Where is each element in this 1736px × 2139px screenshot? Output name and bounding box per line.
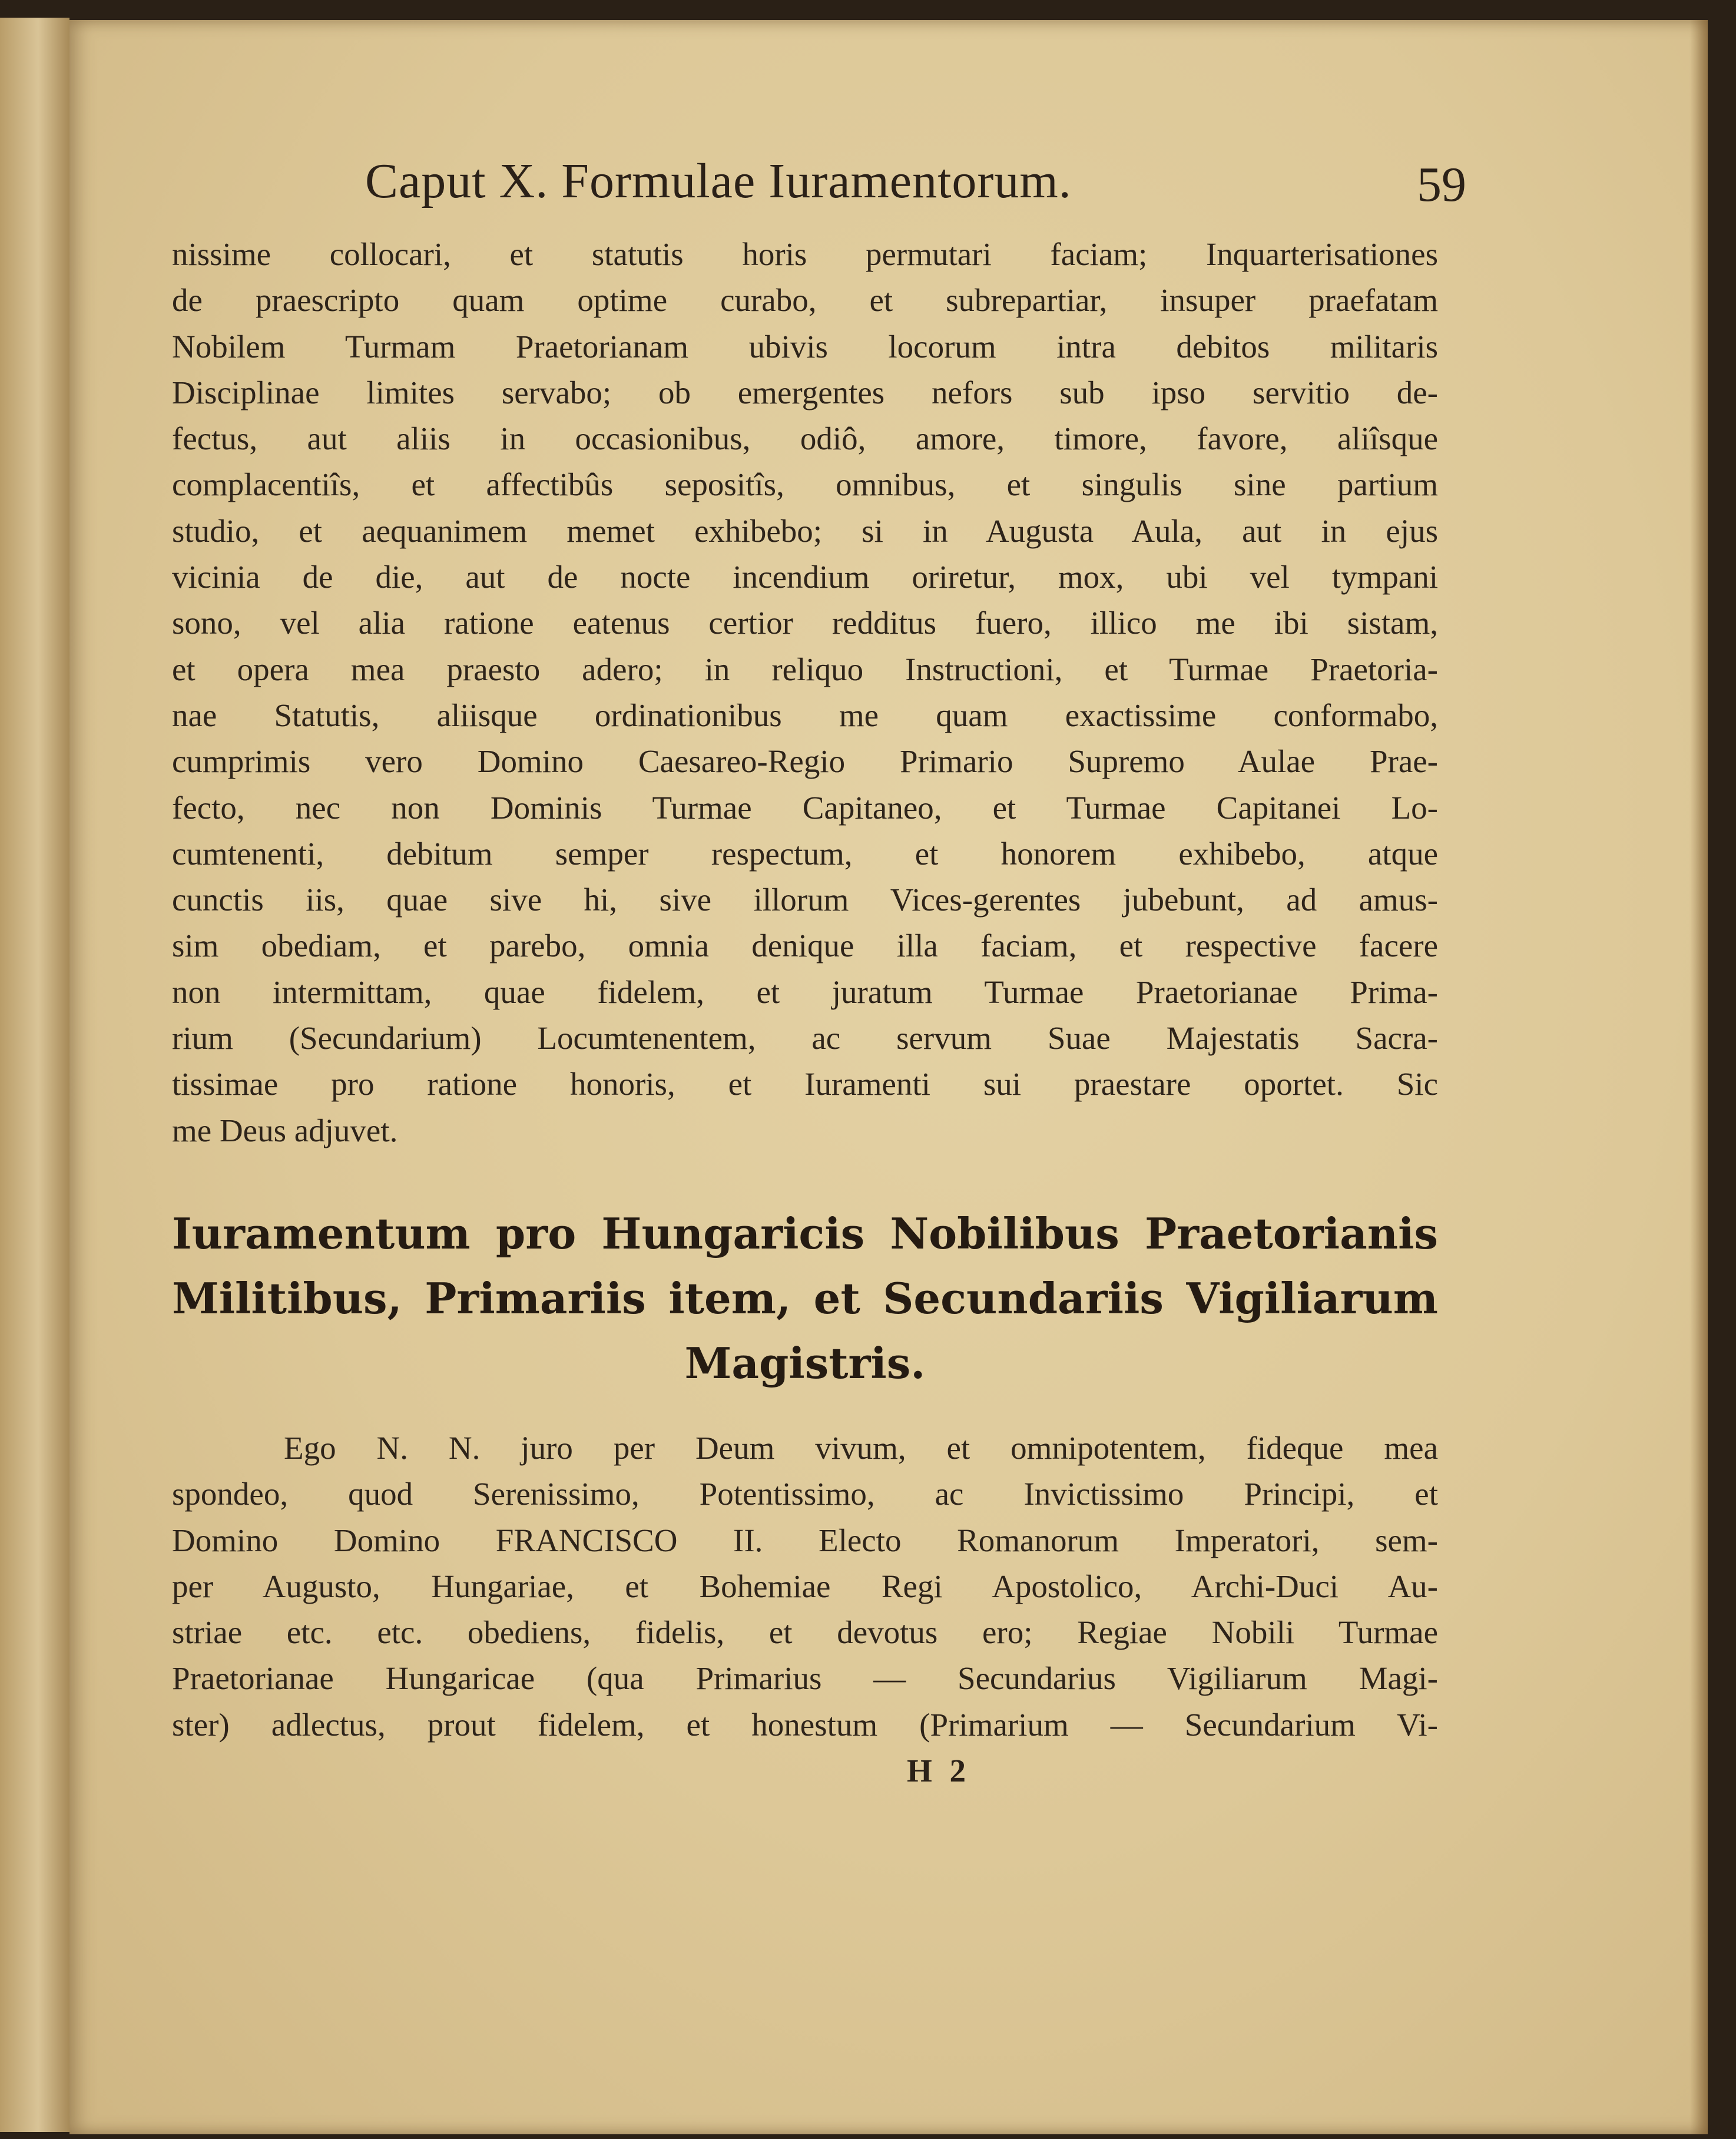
text-line: de praescripto quam optime curabo, et subrepartiar, insuper praefatam [172,282,1438,319]
page-number: 59 [1417,157,1466,212]
text-line: tissimae pro ratione honoris, et Iuramenti sui praestare oportet. Sic [172,1066,1438,1102]
previous-page-edge [0,18,69,2132]
text-line: sono, vel alia ratione eatenus certior redditus fuero, illico me ibi sistam, [172,605,1438,641]
running-title: Caput X. Formulae Iuramentorum. [365,154,1072,208]
text-line: studio, et aequanimem memet exhibebo; si in Augusta Aula, aut in ejus [172,512,1438,549]
oath-text [172,1425,1438,1748]
signature-mark: H 2 [907,1753,971,1789]
text-line: nissime collocari, et statutis horis permutari faciam; Inquarterisationes [172,236,1438,272]
text-line: fectus, aut aliis in occasionibus, odiô, amore, timore, favore, aliîsque [172,420,1438,457]
text-line: complacentiîs, et affectibûs sepositîs, omnibus, et singulis sine partium [172,466,1438,503]
text-line: cumprimis vero Domino Caesareo-Regio Primario Supremo Aulae Prae- [172,743,1438,780]
text-line: me Deus adjuvet. [172,1112,398,1148]
heading-line: Iuramentum pro Hungaricis Nobilibus Praetorianis [172,1208,1438,1259]
text-line: vicinia de die, aut de nocte incendium oriretur, mox, ubi vel tympani [172,559,1438,595]
oath-text-continued [172,231,1438,1154]
text-line: per Augusto, Hungariae, et Bohemiae Regi Apostolico, Archi-Duci Au- [172,1568,1438,1604]
heading-line: Magistris. [684,1338,926,1388]
running-head [365,146,1466,223]
text-line: sim obediam, et parebo, omnia denique illa faciam, et respective facere [172,928,1438,964]
text-line: Domino Domino FRANCISCO II. Electo Romanorum Imperatori, sem- [172,1522,1438,1558]
text-line: et opera mea praesto adero; in reliquo Instructioni, et Turmae Praetoria- [172,651,1438,687]
text-line: striae etc. etc. obediens, fidelis, et devotus ero; Regiae Nobili Turmae [172,1614,1438,1651]
text-line: cunctis iis, quae sive hi, sive illorum Vices-gerentes jubebunt, ad amus- [172,882,1438,918]
text-line: Disciplinae limites servabo; ob emergentes nefors sub ipso servitio de- [172,374,1438,410]
text-line: Praetorianae Hungaricae (qua Primarius — Secundarius Vigiliarum Magi- [172,1660,1438,1697]
page-edge-shadow [1690,20,1708,2134]
text-line: ster) adlectus, prout fidelem, et honestum (Primarium — Secundarium Vi- [172,1706,1438,1743]
heading-line: Militibus, Primariis item, et Secundariis Vigiliarum [172,1273,1438,1323]
text-line: fecto, nec non Dominis Turmae Capitaneo, et Turmae Capitanei Lo- [172,789,1438,826]
text-line-first [172,1425,1438,1471]
text-line: Nobilem Turmam Praetorianam ubivis locorum intra debitos militaris [172,328,1438,365]
text-line: nae Statutis, aliisque ordinationibus me quam exactissime conformabo, [172,697,1438,733]
text-line-content: Ego N. N. juro per Deum vivum, et omnipotentem, fideque mea [284,1430,1438,1466]
text-line: cumtenenti, debitum semper respectum, et honorem exhibebo, atque [172,835,1438,872]
text-line: non intermittam, quae fidelem, et juratum Turmae Praetorianae Prima- [172,974,1438,1010]
text-line: spondeo, quod Serenissimo, Potentissimo, ac Invictissimo Principi, et [172,1476,1438,1512]
text-line: rium (Secundarium) Locumtenentem, ac servum Suae Majestatis Sacra- [172,1020,1438,1057]
section-heading [172,1201,1438,1396]
